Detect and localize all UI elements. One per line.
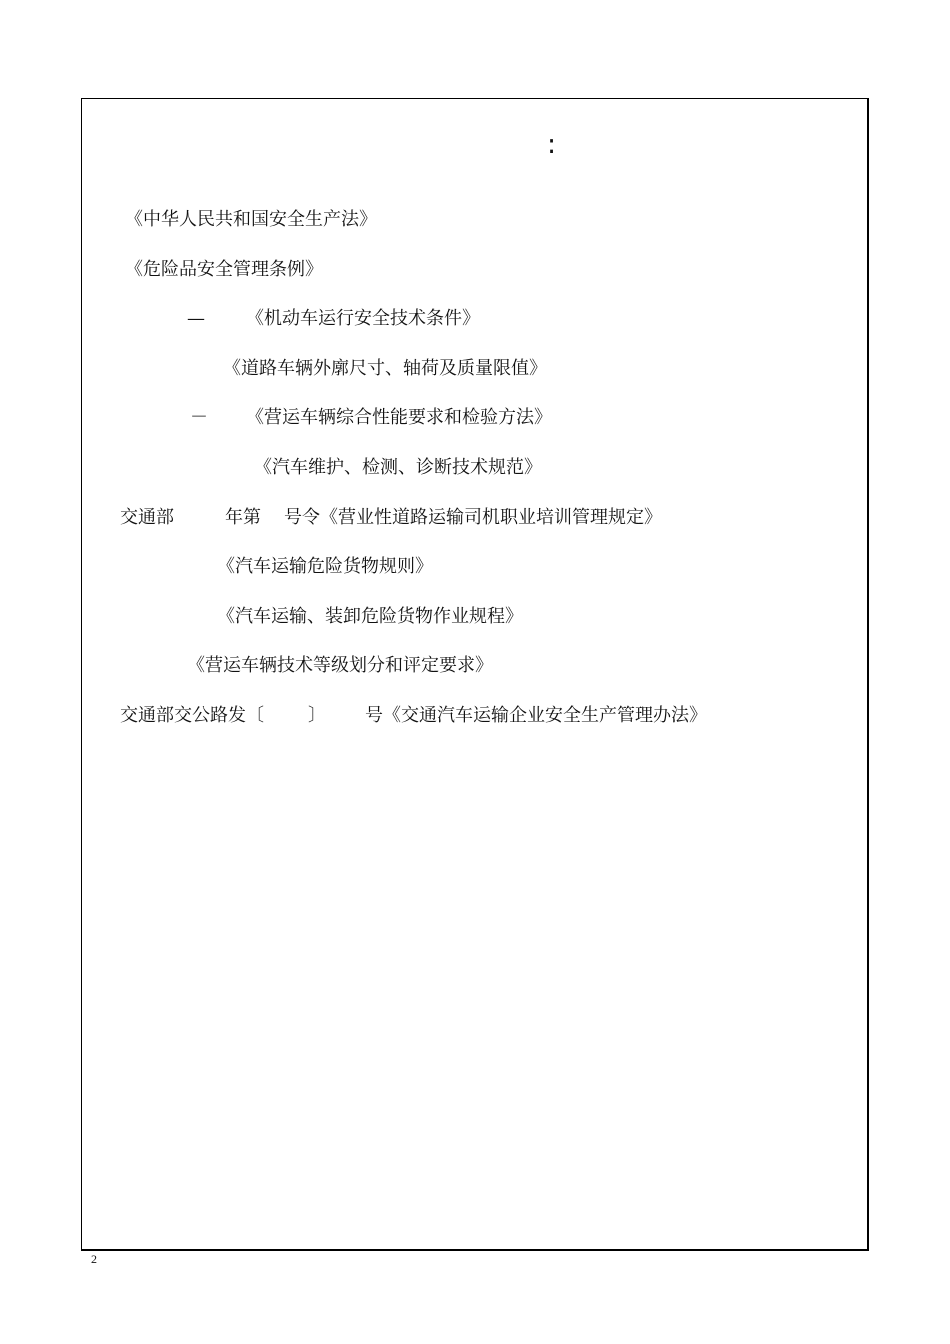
reference-line-1: 《中华人民共和国安全生产法》 xyxy=(125,209,377,230)
reference-line-4: 《道路车辆外廓尺寸、轴荷及质量限值》 xyxy=(223,358,547,379)
reference-line-10: 《营运车辆技术等级划分和评定要求》 xyxy=(187,655,493,676)
page-number: 2 xyxy=(91,1252,97,1266)
reference-line-5: 《营运车辆综合性能要求和检验方法》 xyxy=(246,407,552,428)
reference-line-11-part-b: 〕 xyxy=(308,705,326,726)
reference-line-9: 《汽车运输、装卸危险货物作业规程》 xyxy=(217,606,523,627)
reference-line-8: 《汽车运输危险货物规则》 xyxy=(217,556,433,577)
reference-line-5-dash: － xyxy=(190,407,208,428)
reference-line-3: 《机动车运行安全技术条件》 xyxy=(246,308,480,329)
heading-colon: : xyxy=(547,129,557,160)
reference-line-11-part-a: 交通部交公路发〔 xyxy=(120,705,264,726)
reference-line-3-dash: — xyxy=(187,308,205,329)
reference-line-7-part-c: 号令《营业性道路运输司机职业培训管理规定》 xyxy=(284,507,662,528)
reference-line-6: 《汽车维护、检测、诊断技术规范》 xyxy=(254,457,542,478)
reference-line-2: 《危险品安全管理条例》 xyxy=(125,259,323,280)
reference-line-11-part-c: 号《交通汽车运输企业安全生产管理办法》 xyxy=(365,705,707,726)
reference-line-7-part-a: 交通部 xyxy=(120,507,174,528)
reference-line-7-part-b: 年第 xyxy=(225,507,261,528)
